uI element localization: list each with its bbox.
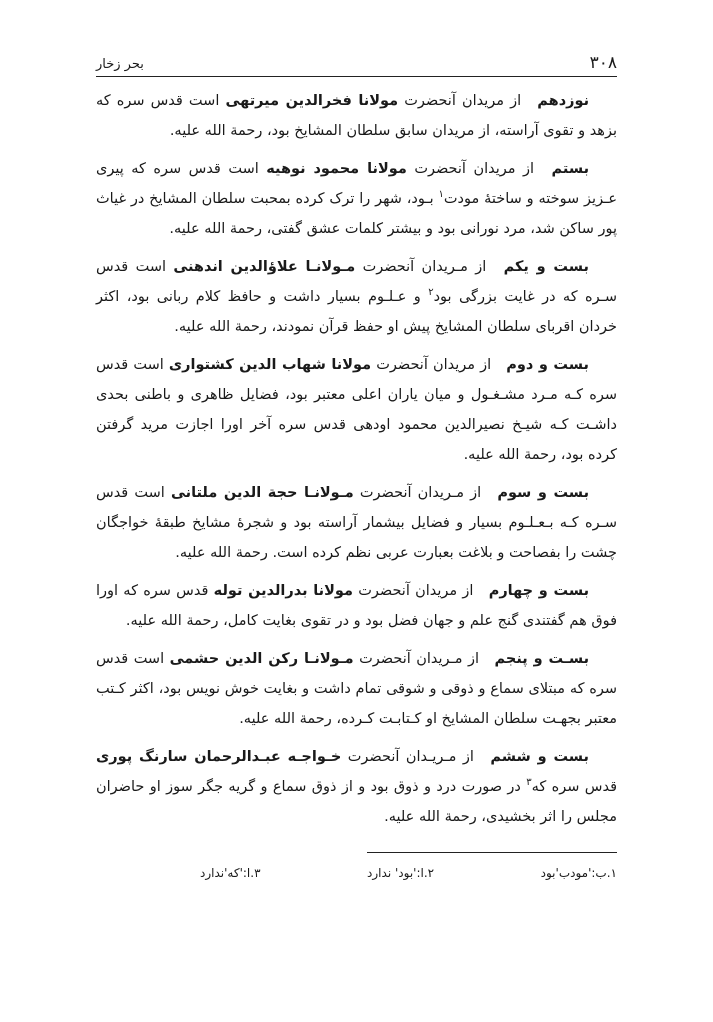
entry-name: مـولانـا رکن الدین حشمی — [169, 651, 354, 667]
entry-ordinal: بست و دوم — [506, 357, 589, 373]
running-title: بحر زخار — [96, 57, 144, 72]
entry-intro: از مریدان آنحضرت — [404, 93, 522, 109]
entry-body: است قدس سره کـه مـرد مشـغـول و میان یاران اعلی معتبر بود، فضایل ظاهری و باطنی بحدی داشـت کـه شیـخ نصیرالدین محمود اودهی قدس سره آخر اورا اجازت مرید گرفتن کرده بود، رحمة الله علیه. — [96, 357, 617, 463]
entry-name: مولانا شهاب الدین کشتواری — [168, 357, 372, 373]
footnote-ref-2: ۲ — [428, 287, 434, 299]
entry-24 — [96, 576, 617, 636]
entry-body: قدس سره که — [531, 779, 617, 795]
entry-name: خـواجـه عبـدالرحمان سارنگ پوری — [96, 749, 342, 765]
footnote-divider — [367, 852, 617, 853]
entry-intro: از مـریدان آنحضرت — [362, 259, 487, 275]
entry-23 — [96, 478, 617, 568]
entry-body-continued: در صورت درد و ذوق بود و از ذوق سماع و گریه جگر سوز او حاضران مجلس را اثر بخشیدی، رحمة الله علیه. — [96, 779, 617, 825]
entry-25 — [96, 644, 617, 734]
footnote-3: ۳.ا:'که'ندارد — [200, 866, 261, 880]
page-header — [96, 50, 617, 77]
entry-intro: از مریدان آنحضرت — [414, 161, 535, 177]
entry-name: مولانا بدرالدین توله — [213, 583, 353, 599]
entry-ordinal: نوزدهم — [537, 93, 590, 109]
entry-ordinal: بست و چهارم — [488, 583, 590, 599]
footnote-1: ۱.ب:'مودب'بود — [540, 866, 617, 880]
entry-body: است قدس سـره که در غایت بزرگی بود — [96, 259, 618, 305]
entry-ordinal: بسـت و پنجم — [494, 651, 590, 667]
entry-body: است قدس سره که بزهد و تقوی آراسته، از مریدان سابق سلطان المشایخ بود، رحمة الله علیه. — [96, 93, 617, 139]
entry-body: است قدس سـره کـه بـعـلـوم بسیار و فضایل بیشمار آراسته بود و شجرهٔ مشایخ طبقهٔ خواجگان چشت را بفصاحت و بلاغت بعبارت عربی نظم کرده است. رحمة الله علیه. — [96, 485, 617, 561]
entry-ordinal: بستم — [551, 161, 590, 177]
entry-intro: از مریدان آنحضرت — [358, 583, 474, 599]
entry-name: مـولانـا علاؤالدین اندهنی — [173, 259, 356, 275]
entry-name: مولانا فخرالدین میرتهی — [225, 93, 399, 109]
entry-ordinal: بست و یکم — [503, 259, 589, 275]
entry-ordinal: بست و ششم — [490, 749, 589, 765]
entry-22 — [96, 350, 617, 470]
entry-intro: از مـریدان آنحضرت — [359, 651, 480, 667]
footnote-ref-3: ۳ — [526, 777, 532, 789]
entry-19 — [96, 86, 617, 146]
entry-20 — [96, 154, 617, 244]
entry-body: است قدس سره که مبتلای سماع و ذوقی و شوقی تمام داشت و بغایت خوش نویس بود، اکثر کـتب معتبر بجهـت سلطان المشایخ او کـتابـت کـرده، رحمة الله علیه. — [96, 651, 617, 727]
entry-ordinal: بست و سوم — [497, 485, 590, 501]
entry-intro: از مـریـدان آنحضرت — [347, 749, 474, 765]
entry-name: مولانا محمود نوهیه — [266, 161, 407, 177]
footnote-2: ۲.ا:'بود' ندارد — [367, 866, 435, 880]
entry-name: مـولانـا حجة الدین ملتانی — [170, 485, 354, 501]
entry-26 — [96, 742, 617, 832]
entry-intro: از مـریدان آنحضرت — [359, 485, 482, 501]
entry-body-continued: بـود، شهر را ترک کرده بمحبت سلطان المشایخ در غیاث پور ساکن شد، مرد نورانی بود و بیشتر کلمات عشق گفتی، رحمة الله علیه. — [96, 191, 617, 237]
entry-body: قدس سره که اورا فوق هم گفتندی گنج علم و جهان فضل بود و در تقوی بغایت کامل، رحمة الله علیه. — [96, 583, 617, 629]
entry-intro: از مریدان آنحضرت — [376, 357, 492, 373]
footnote-ref-1: ۱ — [438, 189, 444, 201]
page-number: ۳۰۸ — [589, 53, 617, 73]
entry-body-continued: و عـلـوم بسیار داشت و حافظ کلام ربانی بود، اکثر خردان اقربای سلطان المشایخ پیش او حفظ قرآن نمودند، رحمة الله علیه. — [96, 289, 617, 335]
footnotes — [200, 866, 617, 880]
entry-21 — [96, 252, 617, 342]
entry-body: است قدس سره که پیری عـزیز سوخته و ساختهٔ مودت — [96, 161, 617, 207]
main-text — [96, 86, 617, 840]
